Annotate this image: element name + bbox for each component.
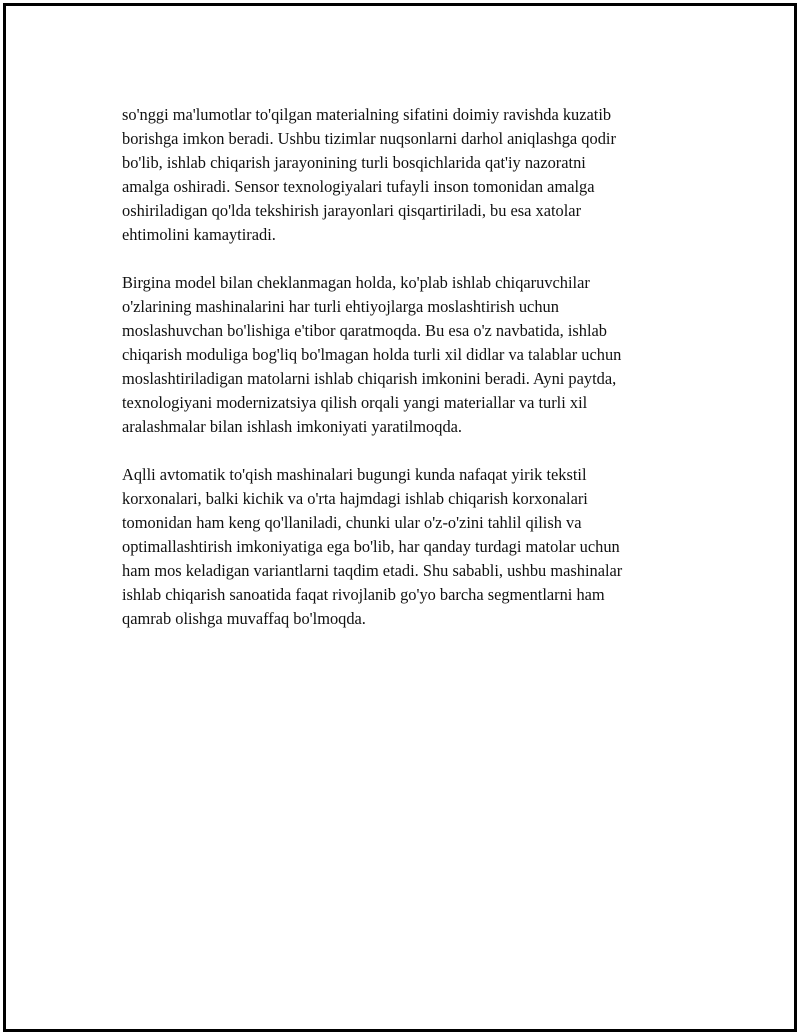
text-line: ham mos keladigan variantlarni taqdim etadi. Shu sababli, ushbu mashinalar: [122, 561, 623, 580]
text-line: ehtimolini kamaytiradi.: [122, 225, 276, 244]
text-line: ishlab chiqarish sanoatida faqat rivojlanib go'yo barcha segmentlarni ham: [122, 585, 605, 604]
text-line: aralashmalar bilan ishlash imkoniyati yaratilmoqda.: [122, 417, 463, 436]
page-frame: [3, 3, 797, 1032]
text-line: Birgina model bilan cheklanmagan holda, ko'plab ishlab chiqaruvchilar: [122, 273, 590, 292]
text-line: texnologiyani modernizatsiya qilish orqali yangi materiallar va turli xil: [122, 393, 588, 412]
text-line: tomonidan ham keng qo'llaniladi, chunki ular o'z-o'zini tahlil qilish va: [122, 513, 582, 532]
text-line: bo'lib, ishlab chiqarish jarayonining turli bosqichlarida qat'iy nazoratni: [122, 153, 586, 172]
text-line: optimallashtirish imkoniyatiga ega bo'lib, har qanday turdagi matolar uchun: [122, 537, 620, 556]
text-line: o'zlarining mashinalarini har turli ehtiyojlarga moslashtirish uchun: [122, 297, 559, 316]
paragraph-1: [122, 103, 692, 247]
document-body: [122, 103, 692, 655]
text-line: amalga oshiradi. Sensor texnologiyalari tufayli inson tomonidan amalga: [122, 177, 595, 196]
text-line: qamrab olishga muvaffaq bo'lmoqda.: [122, 609, 366, 628]
paragraph-3: [122, 463, 692, 631]
text-line: so'nggi ma'lumotlar to'qilgan materialning sifatini doimiy ravishda kuzatib: [122, 105, 612, 124]
text-line: borishga imkon beradi. Ushbu tizimlar nuqsonlarni darhol aniqlashga qodir: [122, 129, 616, 148]
text-line: chiqarish moduliga bog'liq bo'lmagan holda turli xil didlar va talablar uchun: [122, 345, 622, 364]
text-line: oshiriladigan qo'lda tekshirish jarayonlari qisqartiriladi, bu esa xatolar: [122, 201, 582, 220]
text-line: Aqlli avtomatik to'qish mashinalari bugungi kunda nafaqat yirik tekstil: [122, 465, 587, 484]
text-line: korxonalari, balki kichik va o'rta hajmdagi ishlab chiqarish korxonalari: [122, 489, 588, 508]
text-line: moslashtiriladigan matolarni ishlab chiqarish imkonini beradi. Ayni paytda,: [122, 369, 617, 388]
paragraph-2: [122, 271, 692, 439]
text-line: moslashuvchan bo'lishiga e'tibor qaratmoqda. Bu esa o'z navbatida, ishlab: [122, 321, 607, 340]
